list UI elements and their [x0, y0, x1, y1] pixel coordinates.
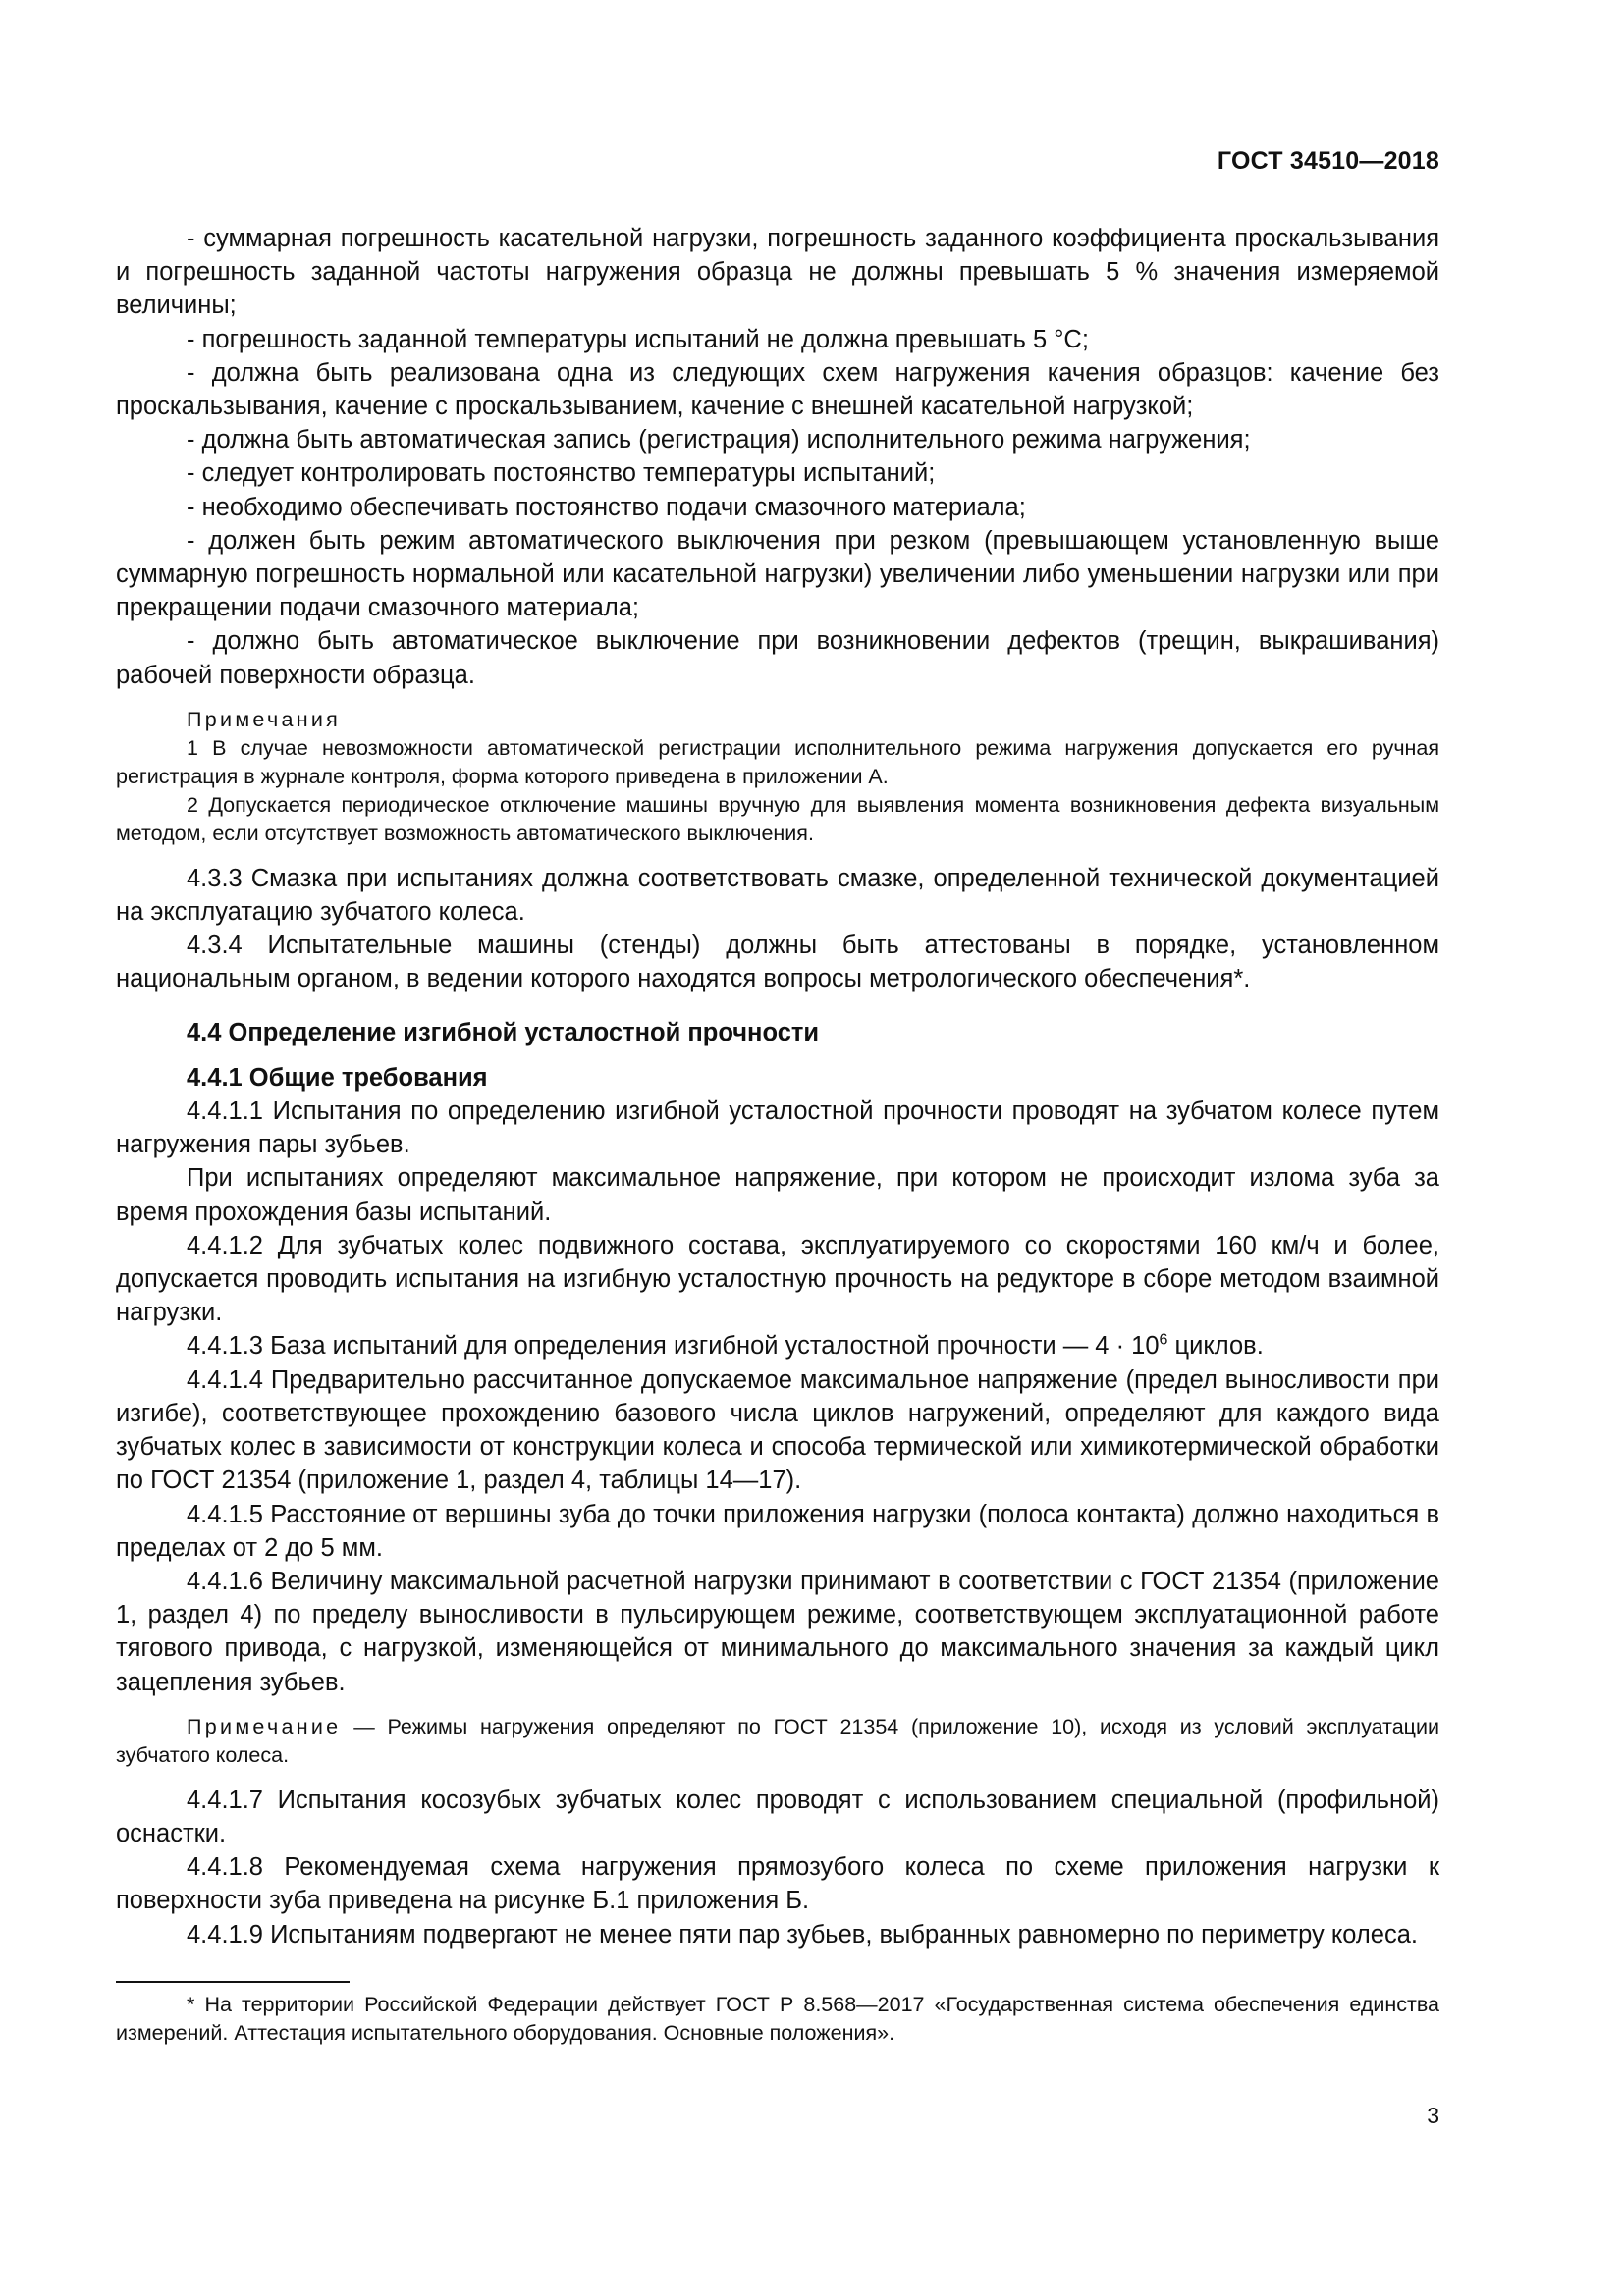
list-item: - следует контролировать постоянство температуры испытаний;: [187, 459, 936, 488]
subsection-heading: 4.4.1 Общие требования: [187, 1063, 488, 1092]
page-number: 3: [1427, 2103, 1439, 2128]
notes-title: Примечания: [187, 707, 342, 731]
paragraph-text: циклов.: [1167, 1332, 1264, 1361]
paragraph-4-3-4: 4.3.4 Испытательные машины (стенды) должны быть аттестованы в порядке, установленном национальным органом, в ведении которого находятся вопросы метрологического обеспечения*.: [116, 932, 1439, 993]
document-body: [116, 222, 1439, 2048]
section-heading: 4.4 Определение изгибной усталостной прочности: [187, 1018, 820, 1046]
paragraph-4-4-1-2: 4.4.1.2 Для зубчатых колес подвижного состава, эксплуатируемого со скоростями 160 км/ч и более, допускается проводить испытания на изгибную усталостную прочность на редукторе в сборе методом взаимной нагрузки.: [116, 1231, 1439, 1327]
note-item: 2 Допускается периодическое отключение машины вручную для выявления момента возникновения дефекта визуальным методом, если отсутствует возможность автоматического выключения.: [116, 792, 1439, 845]
paragraph-4-3-3: 4.3.3 Смазка при испытаниях должна соответствовать смазке, определенной технической документацией на эксплуатацию зубчатого колеса.: [116, 864, 1439, 927]
footnote: * На территории Российской Федерации действует ГОСТ Р 8.568—2017 «Государственная система обеспечения единства измерений. Аттестация испытательного оборудования. Основные положения».: [116, 1992, 1439, 2045]
list-item: - суммарная погрешность касательной нагрузки, погрешность заданного коэффициента проскальзывания и погрешность заданной частоты нагружения образца не должны превышать 5 % значения измеряемой величины;: [116, 225, 1439, 320]
exponent: 6: [1159, 1331, 1168, 1349]
list-item: - необходимо обеспечивать постоянство подачи смазочного материала;: [187, 493, 1026, 521]
paragraph-4-4-1-1: 4.4.1.1 Испытания по определению изгибной усталостной прочности проводят на зубчатом колесе путем нагружения пары зубьев.: [116, 1097, 1439, 1159]
note-text: — Режимы нагружения определяют по ГОСТ 21354 (приложение 10), исходя из условий эксплуатации зубчатого колеса.: [116, 1714, 1439, 1767]
paragraph-4-4-1-5: 4.4.1.5 Расстояние от вершины зуба до точки приложения нагрузки (полоса контакта) должно находиться в пределах от 2 до 5 мм.: [116, 1500, 1439, 1562]
list-item: - должна быть автоматическая запись (регистрация) исполнительного режима нагружения;: [187, 426, 1251, 454]
paragraph-4-4-1-4: 4.4.1.4 Предварительно рассчитанное допускаемое максимальное напряжение (предел выносливости при изгибе), соответствующее прохождению базового числа циклов нагружений, определяют для каждого вида зубчатых колес в зависимости от конструкции колеса и способа термической или химикотермической обработки по ГОСТ 21354 (приложение 1, раздел 4, таблицы 14—17).: [116, 1365, 1439, 1495]
paragraph-4-4-1-6: 4.4.1.6 Величину максимальной расчетной нагрузки принимают в соответствии с ГОСТ 21354 (приложение 1, раздел 4) по пределу выносливости в пульсирующем режиме, соответствующем эксплуатационной работе тягового привода, с нагрузкой, изменяющейся от минимального до максимального значения за каждый цикл зацепления зубьев.: [116, 1567, 1439, 1696]
list-item: - должна быть реализована одна из следующих схем нагружения качения образцов: качение без проскальзывания, качение с проскальзыванием, качение с внешней касательной нагрузкой;: [116, 358, 1439, 421]
note-item: 1 В случае невозможности автоматической регистрации исполнительного режима нагружения допускается его ручная регистрация в журнале контроля, форма которого приведена в приложении А.: [116, 735, 1439, 788]
paragraph-text: 4.4.1.3 База испытаний для определения изгибной усталостной прочности — 4 · 10: [187, 1332, 1160, 1361]
note-title: Примечание: [187, 1714, 342, 1738]
list-item: - должен быть режим автоматического выключения при резком (превышающем установленную выше суммарную погрешность нормальной или касательной нагрузки) увеличении либо уменьшении нагрузки или при прекращении подачи смазочного материала;: [116, 526, 1439, 622]
notes-block: [116, 706, 1439, 848]
paragraph-4-4-1-9: 4.4.1.9 Испытаниям подвергают не менее пяти пар зубьев, выбранных равномерно по периметру колеса.: [187, 1920, 1418, 1949]
footnote-divider: [116, 1981, 350, 1983]
document-header: ГОСТ 34510—2018: [1217, 147, 1439, 175]
list-item: - погрешность заданной температуры испытаний не должна превышать 5 °C;: [187, 325, 1089, 353]
paragraph-4-4-1-7: 4.4.1.7 Испытания косозубых зубчатых колес проводят с использованием специальной (профильной) оснастки.: [116, 1786, 1439, 1847]
paragraph: При испытаниях определяют максимальное напряжение, при котором не происходит излома зуба за время прохождения базы испытаний.: [116, 1164, 1439, 1226]
note-single: [116, 1713, 1439, 1770]
paragraph-4-4-1-8: 4.4.1.8 Рекомендуемая схема нагружения прямозубого колеса по схеме приложения нагрузки к поверхности зуба приведена на рисунке Б.1 приложения Б.: [116, 1853, 1439, 1915]
paragraph-4-4-1-3: [116, 1329, 1439, 1362]
list-item: - должно быть автоматическое выключение при возникновении дефектов (трещин, выкрашивания) рабочей поверхности образца.: [116, 627, 1439, 689]
